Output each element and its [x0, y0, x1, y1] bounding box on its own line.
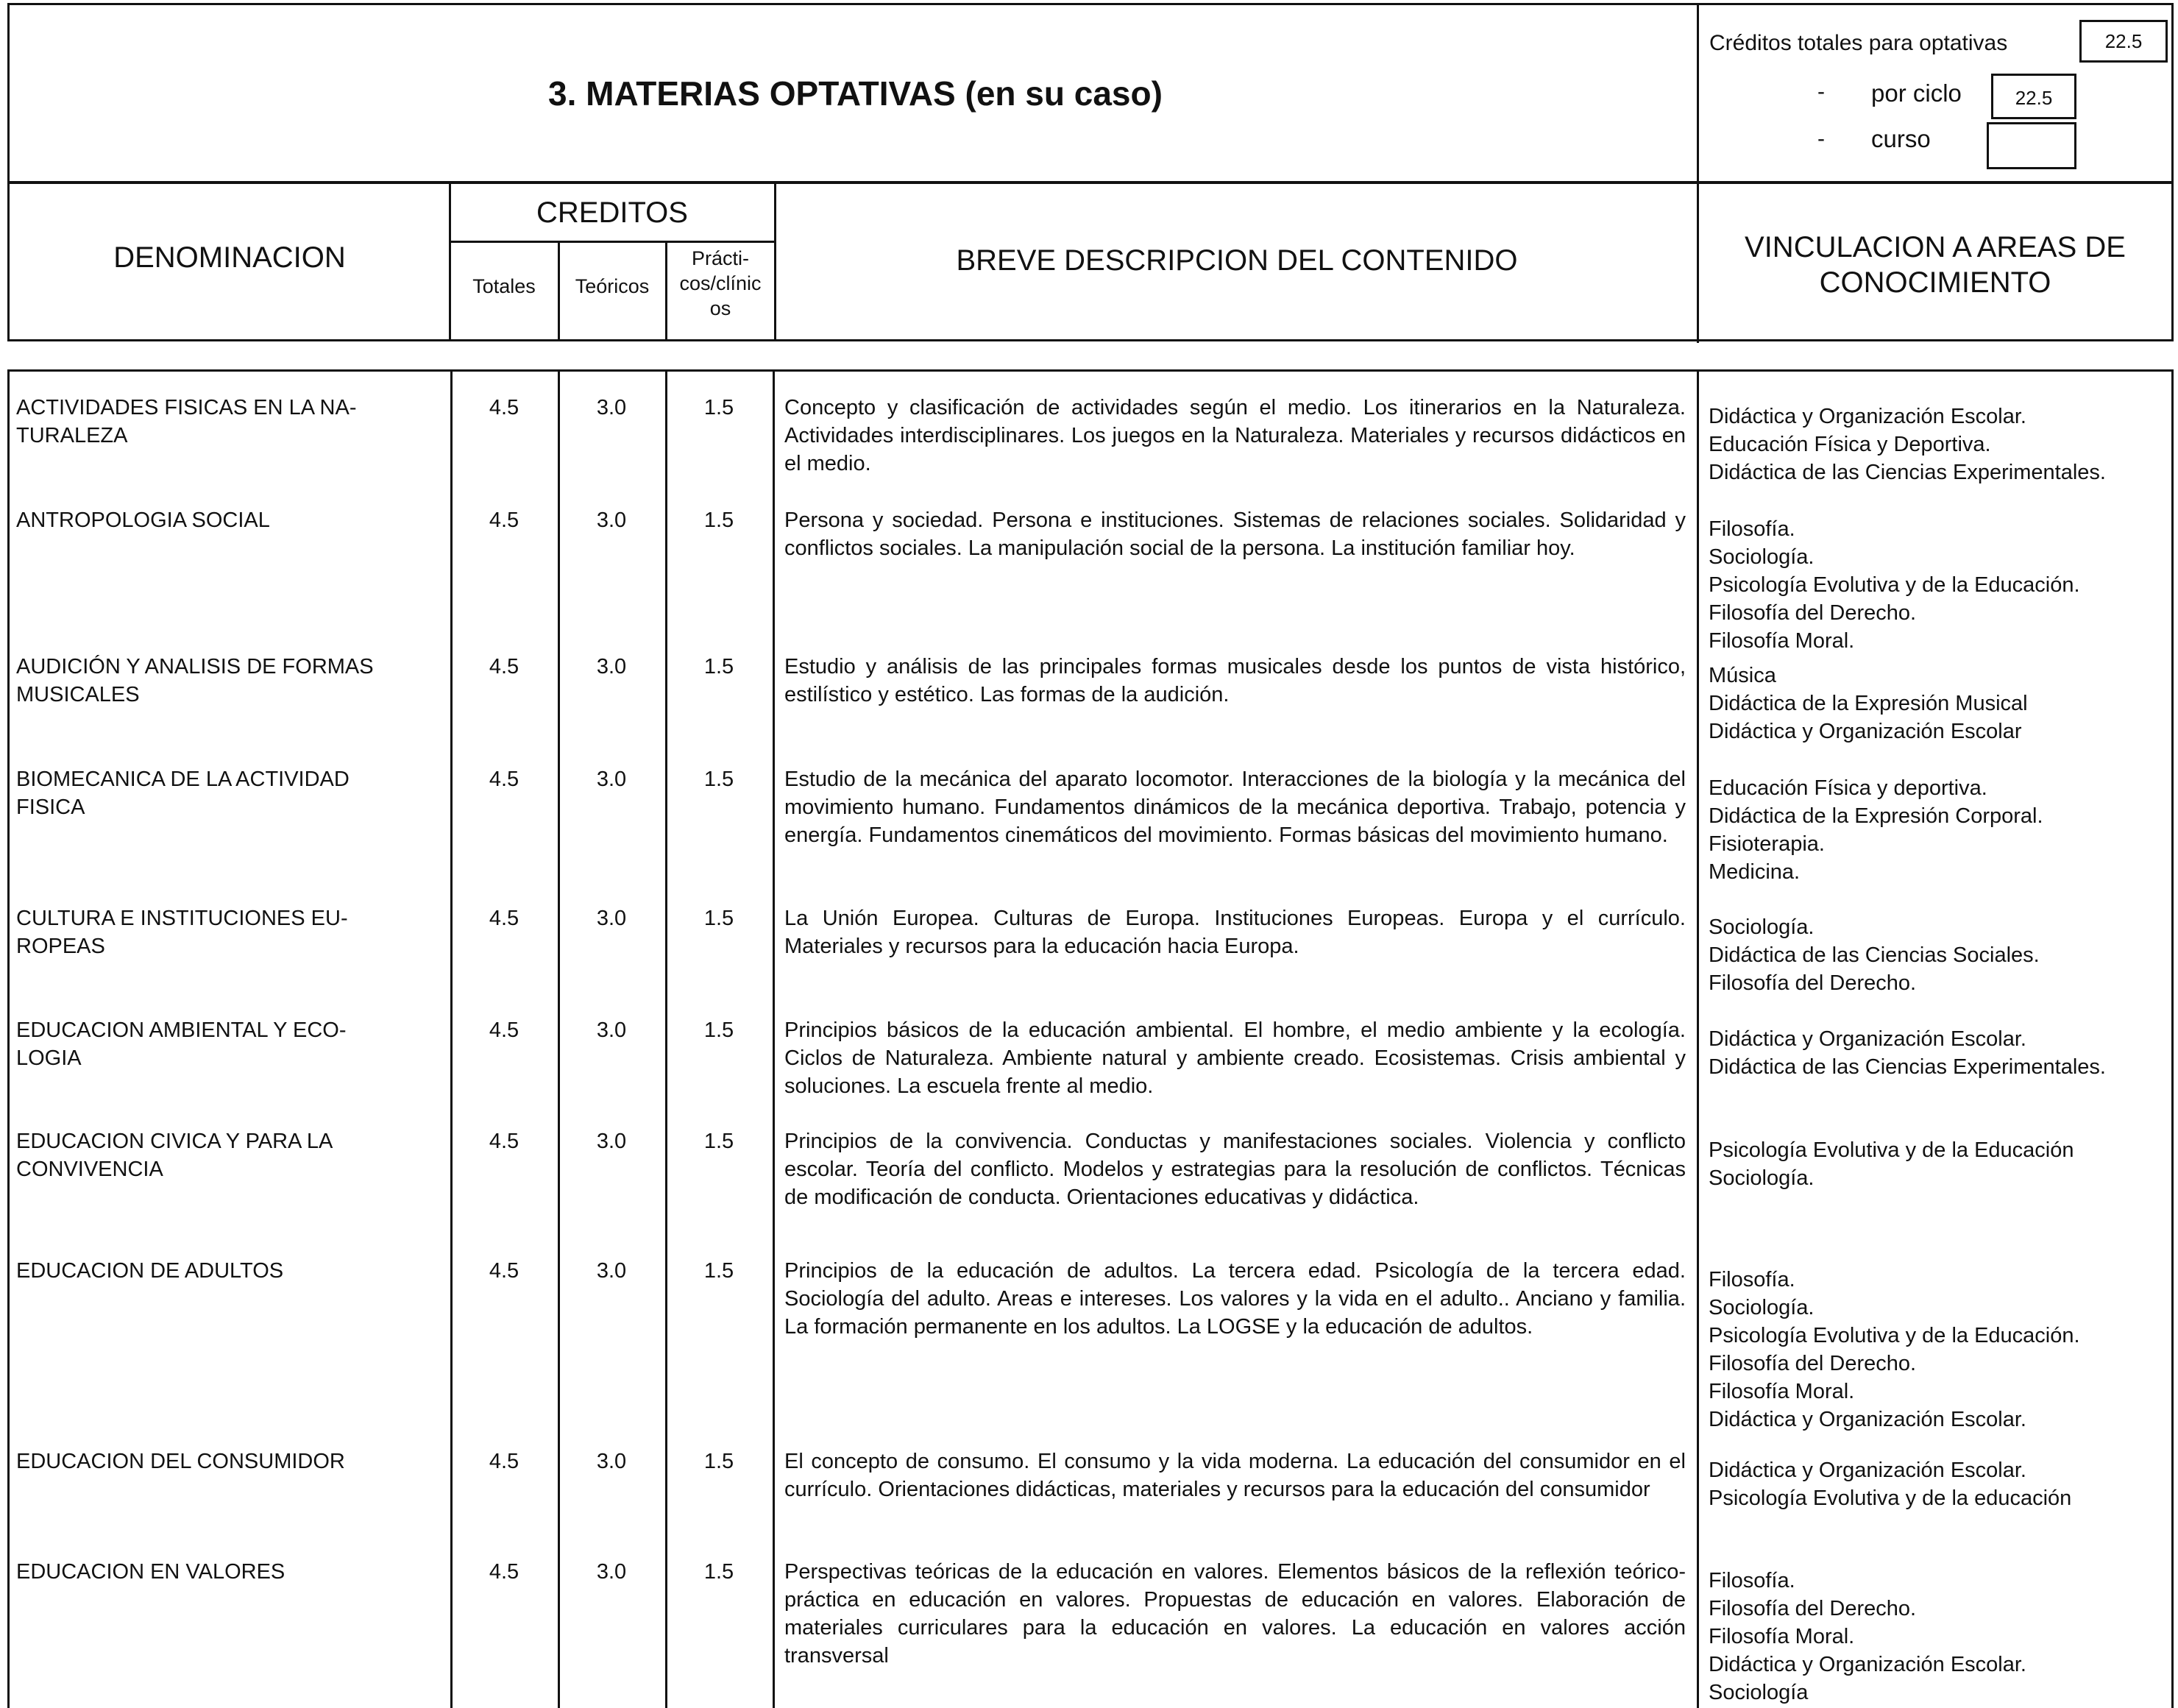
credits-teoricos: 3.0 [596, 1450, 627, 1473]
creditos-totales-label: Créditos totales para optativas [1709, 31, 2008, 55]
knowledge-areas: Didáctica y Organización Escolar. Didáctica de las Ciencias Experimentales. [1709, 1027, 2106, 1079]
credits-teoricos: 3.0 [596, 1018, 627, 1042]
knowledge-areas: Didáctica y Organización Escolar. Educación Física y Deportiva. Didáctica de las Ciencias Experimentales. [1709, 405, 2106, 484]
credits-totales: 4.5 [489, 1130, 519, 1153]
subject-name: AUDICIÓN Y ANALISIS DE FORMAS MUSICALES [16, 655, 374, 706]
subject-description: El concepto de consumo. El consumo y la vida moderna. La educación del consumidor en el currículo. Orientaciones didácticas, materiales y recursos para la educación del consumidor [784, 1450, 1686, 1501]
por-ciclo-value: 22.5 [1991, 74, 2076, 119]
header-totales: Totales [472, 275, 536, 297]
body-top-border [7, 369, 2174, 372]
subject-name: ACTIVIDADES FISICAS EN LA NA- TURALEZA [16, 396, 357, 447]
credits-practicos: 1.5 [703, 1450, 734, 1473]
body-left-border [7, 369, 10, 1708]
header-denominacion: DENOMINACION [113, 241, 346, 274]
credits-totales: 4.5 [489, 768, 519, 791]
credits-teoricos: 3.0 [596, 1560, 627, 1584]
credits-totales: 4.5 [489, 1450, 519, 1473]
credits-practicos: 1.5 [703, 768, 734, 791]
credits-practicos: 1.5 [703, 655, 734, 678]
header-practicos: Prácti- cos/clínic os [679, 247, 762, 319]
subject-name: EDUCACION EN VALORES [16, 1560, 285, 1584]
subject-name: ANTROPOLOGIA SOCIAL [16, 508, 270, 532]
credits-teoricos: 3.0 [596, 1130, 627, 1153]
knowledge-areas: Filosofía. Filosofía del Derecho. Filosofía Moral. Didáctica y Organización Escolar. Sociología [1709, 1569, 2026, 1704]
subject-description: Principios de la convivencia. Conductas y manifestaciones sociales. Violencia y conflicto escolar. Teoría del conflicto. Modelos y estrategias para la resolución de conflictos. Técnicas de modificación de conducta. Orientaciones educativas y didáctica. [784, 1130, 1686, 1209]
subject-name: CULTURA E INSTITUCIONES EU- ROPEAS [16, 907, 348, 958]
subject-name: EDUCACION DE ADULTOS [16, 1259, 284, 1283]
body-divider-practicos [773, 369, 775, 1708]
credits-practicos: 1.5 [703, 1018, 734, 1042]
credits-teoricos: 3.0 [596, 655, 627, 678]
header-teoricos: Teóricos [575, 275, 650, 297]
col-divider-creditos-right [774, 181, 776, 341]
curso-dash: - [1817, 127, 1825, 151]
creditos-sub-divider [449, 241, 776, 243]
credits-totales: 4.5 [489, 655, 519, 678]
credits-teoricos: 3.0 [596, 768, 627, 791]
subject-name: EDUCACION DEL CONSUMIDOR [16, 1450, 345, 1473]
knowledge-areas: Didáctica y Organización Escolar. Psicología Evolutiva y de la educación [1709, 1459, 2072, 1510]
subject-description: Principios de la educación de adultos. La tercera edad. Psicología de la tercera edad. Sociología del adulto. Areas e intereses. Los valores y la vida en el adulto.. Anciano y familia. La formación permanente en los adultos. La LOGSE y la educación de adultos. [784, 1259, 1686, 1339]
page-title: 3. MATERIAS OPTATIVAS (en su caso) [548, 74, 1163, 113]
subject-description: Concepto y clasificación de actividades según el medio. Los itinerarios en la Naturaleza. Actividades interdisciplinares. Los juegos en la Naturaleza. Materiales y recursos didácticos en el medio. [784, 396, 1686, 475]
knowledge-areas: Filosofía. Sociología. Psicología Evolutiva y de la Educación. Filosofía del Derecho. Filosofía Moral. Didáctica y Organización Escolar. [1709, 1268, 2080, 1431]
por-ciclo-dash: - [1817, 79, 1825, 104]
creditos-totales-value: 22.5 [2079, 20, 2168, 63]
credits-practicos: 1.5 [703, 1259, 734, 1283]
curso-value [1987, 122, 2076, 169]
credits-practicos: 1.5 [703, 1130, 734, 1153]
curso-label: curso [1871, 125, 1931, 152]
header-creditos: CREDITOS [536, 196, 688, 229]
credits-practicos: 1.5 [703, 508, 734, 532]
subject-description: Estudio de la mecánica del aparato locomotor. Interacciones de la biología y la mecánica del movimiento humano. Fundamentos dinámicos de la mecánica deportiva. Trabajo, potencia y energía. Fundamentos cinemáticos del movimiento. Formas básicas del movimiento humano. [784, 768, 1686, 847]
knowledge-areas: Música Didáctica de la Expresión Musical Didáctica y Organización Escolar [1709, 664, 2028, 743]
knowledge-areas: Filosofía. Sociología. Psicología Evolutiva y de la Educación. Filosofía del Derecho. Filosofía Moral. [1709, 517, 2080, 653]
credits-totales: 4.5 [489, 1560, 519, 1584]
header-descripcion: BREVE DESCRIPCION DEL CONTENIDO [956, 244, 1518, 277]
subject-name: BIOMECANICA DE LA ACTIVIDAD FISICA [16, 768, 350, 819]
credits-practicos: 1.5 [703, 396, 734, 419]
knowledge-areas: Sociología. Didáctica de las Ciencias Sociales. Filosofía del Derecho. [1709, 915, 2040, 995]
knowledge-areas: Educación Física y deportiva. Didáctica de la Expresión Corporal. Fisioterapia. Medicina. [1709, 776, 2043, 884]
subject-description: Estudio y análisis de las principales formas musicales desde los puntos de vista histórico, estilístico y estético. Las formas de la audición. [784, 655, 1686, 706]
subject-description: Persona y sociedad. Persona e instituciones. Sistemas de relaciones sociales. Solidaridad y conflictos sociales. La manipulación social de la persona. La institución familiar hoy. [784, 508, 1686, 560]
knowledge-areas: Psicología Evolutiva y de la Educación Sociología. [1709, 1138, 2074, 1190]
credits-teoricos: 3.0 [596, 907, 627, 930]
credits-totales: 4.5 [489, 396, 519, 419]
por-ciclo-label: por ciclo [1871, 79, 1962, 107]
credits-teoricos: 3.0 [596, 396, 627, 419]
header-vinculacion: VINCULACION A AREAS DE CONOCIMIENTO [1745, 231, 2126, 299]
credits-totales: 4.5 [489, 907, 519, 930]
body-divider-desc [1697, 369, 1699, 1708]
credits-teoricos: 3.0 [596, 508, 627, 532]
credits-practicos: 1.5 [703, 907, 734, 930]
subject-description: Perspectivas teóricas de la educación en valores. Elementos básicos de la reflexión teórico-práctica en educación en valores. Propuestas de educación en valores. Elaboración de materiales curriculares para la educación en valores. La educación en valores acción transversal [784, 1560, 1686, 1668]
subject-description: La Unión Europea. Culturas de Europa. Instituciones Europeas. Europa y el currículo. Materiales y recursos para la educación hacia Europa. [784, 907, 1686, 958]
subject-name: EDUCACION CIVICA Y PARA LA CONVIVENCIA [16, 1130, 333, 1181]
credits-practicos: 1.5 [703, 1560, 734, 1584]
credits-totales: 4.5 [489, 508, 519, 532]
subject-name: EDUCACION AMBIENTAL Y ECO- LOGIA [16, 1018, 347, 1070]
credits-totales: 4.5 [489, 1259, 519, 1283]
credits-totales: 4.5 [489, 1018, 519, 1042]
subject-description: Principios básicos de la educación ambiental. El hombre, el medio ambiente y la ecología. Ciclos de Naturaleza. Ambiente natural y ambiente creado. Ecosistemas. Crisis ambiental y soluciones. La escuela frente al medio. [784, 1018, 1686, 1098]
credits-teoricos: 3.0 [596, 1259, 627, 1283]
